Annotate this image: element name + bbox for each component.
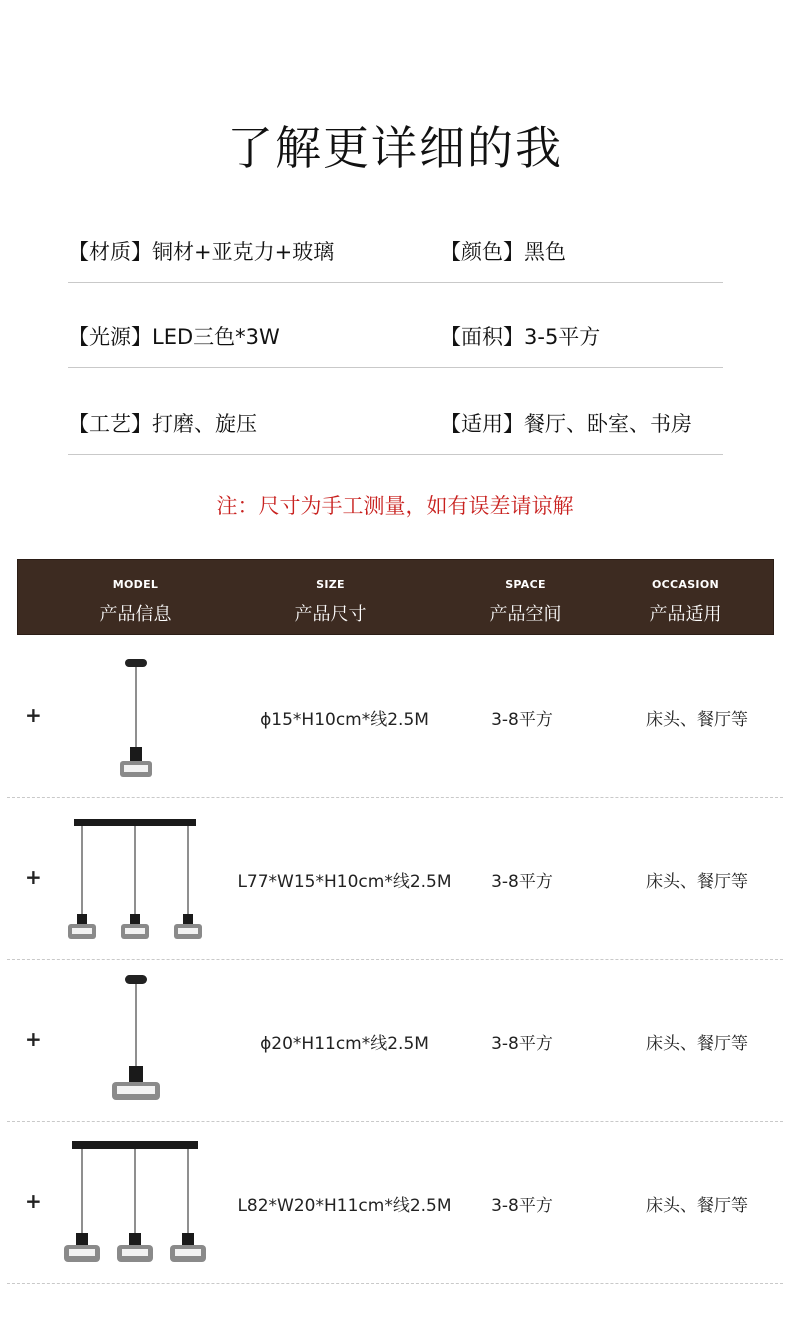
- spec-material: 【材质】铜材+亚克力+玻璃: [68, 240, 335, 264]
- spec-area: 【面积】3-5平方: [440, 325, 601, 349]
- header-space-cn: 产品空间: [489, 604, 562, 625]
- space-value: 3-8平方: [491, 872, 553, 892]
- header-space-en: SPACE: [505, 578, 546, 591]
- table-row: [7, 1123, 783, 1284]
- header-model-en: MODEL: [112, 578, 159, 591]
- spec-color: 【颜色】黑色: [440, 240, 566, 264]
- table-row: [7, 961, 783, 1122]
- size-value: L82*W20*H11cm*线2.5M: [237, 1196, 452, 1216]
- page-title: 了解更详细的我: [227, 121, 563, 175]
- single-small-pendant-image: [62, 637, 212, 797]
- measurement-note: 注：尺寸为手工测量，如有误差请谅解: [216, 494, 574, 518]
- spec-row: [68, 408, 723, 455]
- occasion-value: 床头、餐厅等: [646, 872, 748, 892]
- single-large-pendant-image: [62, 961, 212, 1121]
- table-row: [7, 799, 783, 960]
- spec-row: [68, 321, 723, 368]
- plus-icon[interactable]: +: [25, 1027, 42, 1051]
- space-value: 3-8平方: [491, 1196, 553, 1216]
- spec-light-source: 【光源】LED三色*3W: [68, 325, 280, 349]
- triple-large-pendant-image: [62, 1123, 212, 1283]
- size-value: L77*W15*H10cm*线2.5M: [237, 872, 452, 892]
- size-value: ϕ15*H10cm*线2.5M: [260, 710, 429, 730]
- space-value: 3-8平方: [491, 710, 553, 730]
- header-model: [58, 560, 213, 636]
- plus-icon[interactable]: +: [25, 865, 42, 889]
- space-value: 3-8平方: [491, 1034, 553, 1054]
- occasion-value: 床头、餐厅等: [646, 1034, 748, 1054]
- header-size-cn: 产品尺寸: [294, 604, 367, 625]
- occasion-value: 床头、餐厅等: [646, 710, 748, 730]
- header-model-cn: 产品信息: [99, 604, 172, 625]
- spec-row: [68, 236, 723, 283]
- table-header: [17, 559, 774, 635]
- header-size-en: SIZE: [316, 578, 345, 591]
- size-value: ϕ20*H11cm*线2.5M: [260, 1034, 429, 1054]
- header-occasion-en: OCCASION: [652, 578, 719, 591]
- triple-small-pendant-image: [62, 799, 212, 959]
- header-occasion-cn: 产品适用: [649, 604, 722, 625]
- occasion-value: 床头、餐厅等: [646, 1196, 748, 1216]
- table-row: [7, 637, 783, 798]
- spec-usage: 【适用】餐厅、卧室、书房: [440, 412, 692, 436]
- header-size: [253, 560, 408, 636]
- header-occasion: [608, 560, 763, 636]
- plus-icon[interactable]: +: [25, 703, 42, 727]
- spec-craft: 【工艺】打磨、旋压: [68, 412, 257, 436]
- header-space: [448, 560, 603, 636]
- plus-icon[interactable]: +: [25, 1189, 42, 1213]
